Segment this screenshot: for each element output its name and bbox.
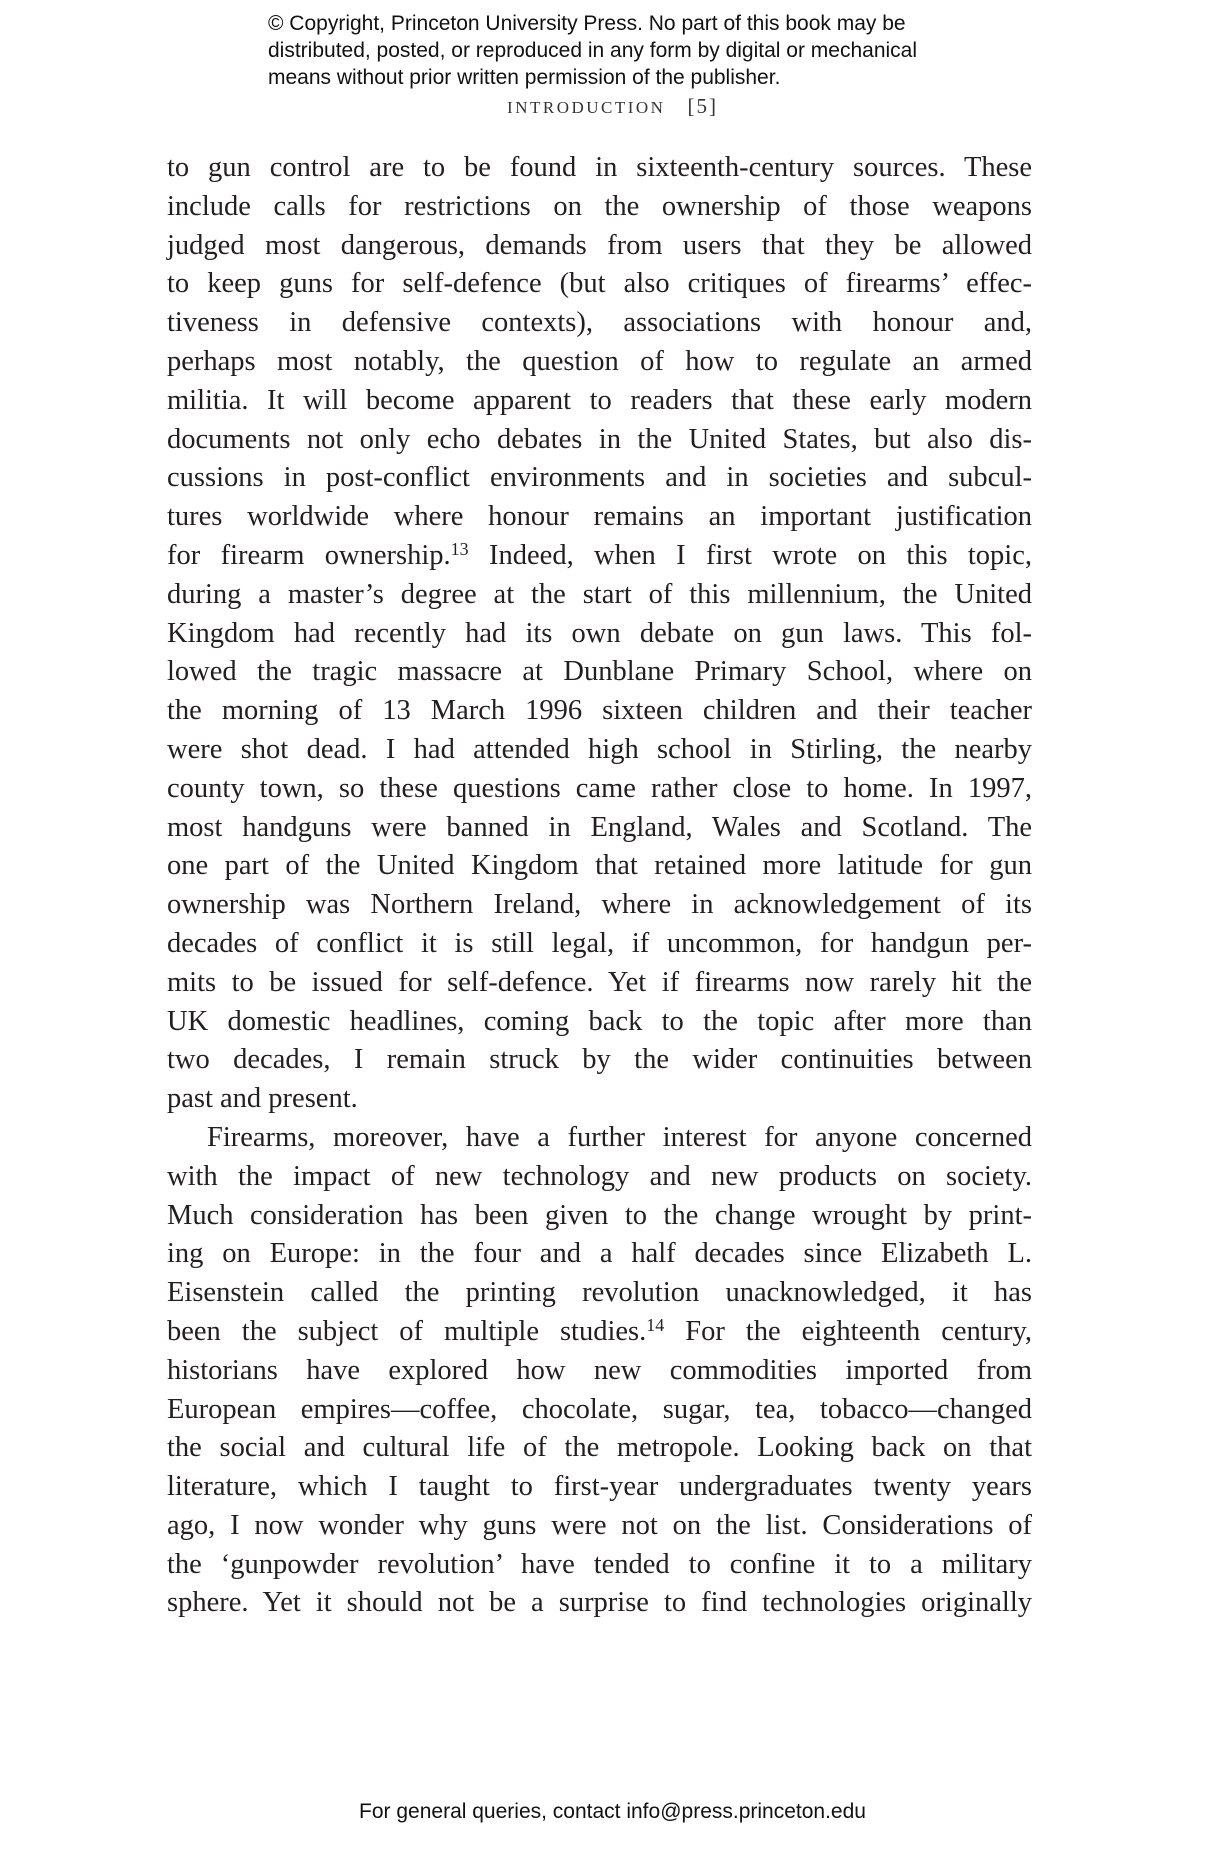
text-segment: Much consideration has been given to the change wrought by print- bbox=[167, 1199, 1032, 1231]
text-line bbox=[167, 653, 1032, 692]
text-segment: tures worldwide where honour remains an important justification bbox=[167, 501, 1032, 533]
text-segment: the morning of 13 March 1996 sixteen children and their teacher bbox=[167, 695, 1032, 727]
text-segment: ago, I now wonder why guns were not on the list. Considerations of bbox=[167, 1509, 1032, 1541]
text-segment: with the impact of new technology and new products on society. bbox=[167, 1160, 1032, 1192]
footnote-reference[interactable]: 13 bbox=[450, 538, 469, 559]
text-segment: sphere. Yet it should not be a surprise to find technologies originally bbox=[167, 1587, 1032, 1619]
copyright-line: distributed, posted, or reproduced in any form by digital or mechanical bbox=[268, 39, 918, 62]
footnote-reference[interactable]: 14 bbox=[646, 1314, 665, 1335]
text-segment: county town, so these questions came rather close to home. In 1997, bbox=[167, 772, 1032, 804]
body-text bbox=[167, 149, 1032, 1623]
text-line bbox=[167, 1003, 1032, 1042]
running-head bbox=[0, 94, 1225, 119]
text-segment: two decades, I remain struck by the wider continuities between bbox=[167, 1044, 1032, 1076]
text-line bbox=[167, 1429, 1032, 1468]
text-line bbox=[167, 731, 1032, 770]
text-segment: lowed the tragic massacre at Dunblane Primary School, where on bbox=[167, 656, 1032, 688]
copyright-notice bbox=[268, 10, 988, 91]
text-segment: documents not only echo debates in the United States, but also dis- bbox=[167, 423, 1032, 455]
text-line bbox=[167, 1235, 1032, 1274]
text-segment: to keep guns for self-defence (but also critiques of firearms’ effec- bbox=[167, 268, 1032, 300]
text-line bbox=[167, 692, 1032, 731]
text-line bbox=[167, 149, 1032, 188]
text-line bbox=[167, 576, 1032, 615]
text-line bbox=[167, 1080, 1032, 1119]
text-line bbox=[167, 1041, 1032, 1080]
footer-contact: For general queries, contact info@press.princeton.edu bbox=[359, 1800, 866, 1823]
text-segment: were shot dead. I had attended high school in Stirling, the nearby bbox=[167, 733, 1032, 765]
text-segment: most handguns were banned in England, Wales and Scotland. The bbox=[167, 811, 1032, 843]
text-segment: Firearms, moreover, have a further interest for anyone concerned bbox=[207, 1121, 1032, 1153]
text-line bbox=[167, 537, 1032, 576]
text-segment: been the subject of multiple studies. bbox=[167, 1315, 647, 1347]
text-segment: the social and cultural life of the metropole. Looking back on that bbox=[167, 1432, 1032, 1464]
text-line bbox=[167, 1391, 1032, 1430]
text-segment: literature, which I taught to first-year undergraduates twenty years bbox=[167, 1471, 1032, 1503]
text-line bbox=[167, 964, 1032, 1003]
text-segment: to gun control are to be found in sixteenth-century sources. These bbox=[167, 152, 1032, 183]
text-line bbox=[167, 1197, 1032, 1236]
text-line bbox=[167, 459, 1032, 498]
text-line bbox=[167, 304, 1032, 343]
text-segment: ownership was Northern Ireland, where in acknowledgement of its bbox=[167, 889, 1032, 921]
text-line bbox=[167, 1546, 1032, 1585]
text-line bbox=[167, 421, 1032, 460]
text-segment: one part of the United Kingdom that retained more latitude for gun bbox=[167, 850, 1032, 882]
text-segment: UK domestic headlines, coming back to the topic after more than bbox=[167, 1005, 1032, 1037]
text-line bbox=[167, 1158, 1032, 1197]
text-line bbox=[167, 382, 1032, 421]
text-line bbox=[167, 886, 1032, 925]
text-segment: historians have explored how new commodities imported from bbox=[167, 1354, 1032, 1386]
text-line bbox=[167, 1313, 1032, 1352]
text-segment: mits to be issued for self-defence. Yet if firearms now rarely hit the bbox=[167, 966, 1032, 998]
text-segment: European empires—coffee, chocolate, sugar, tea, tobacco—changed bbox=[167, 1393, 1032, 1425]
copyright-line: © Copyright, Princeton University Press. No part of this book may be bbox=[268, 12, 906, 35]
text-line bbox=[167, 265, 1032, 304]
text-line bbox=[167, 188, 1032, 227]
text-segment: tiveness in defensive contexts), associations with honour and, bbox=[167, 307, 1032, 339]
text-segment: for firearm ownership. bbox=[167, 539, 451, 571]
text-line bbox=[167, 770, 1032, 809]
running-head-title: INTRODUCTION bbox=[507, 98, 666, 117]
text-segment: militia. It will become apparent to readers that these early modern bbox=[167, 384, 1032, 416]
text-segment: during a master’s degree at the start of this millennium, the United bbox=[167, 578, 1032, 610]
text-segment: the ‘gunpowder revolution’ have tended to confine it to a military bbox=[167, 1548, 1032, 1580]
text-line bbox=[167, 1507, 1032, 1546]
text-segment: Indeed, when I first wrote on this topic, bbox=[468, 539, 1032, 571]
text-line bbox=[167, 227, 1032, 266]
text-line bbox=[167, 847, 1032, 886]
text-segment: past and present. bbox=[167, 1083, 358, 1115]
text-line bbox=[167, 615, 1032, 654]
text-segment: Eisenstein called the printing revolution unacknowledged, it has bbox=[167, 1277, 1032, 1309]
text-segment: Kingdom had recently had its own debate on gun laws. This fol- bbox=[167, 617, 1032, 649]
copyright-line: means without prior written permission of the publisher. bbox=[268, 66, 781, 89]
text-segment: cussions in post-conflict environments and in societies and subcul- bbox=[167, 462, 1032, 494]
text-segment: ing on Europe: in the four and a half decades since Elizabeth L. bbox=[167, 1238, 1032, 1270]
text-line bbox=[167, 1274, 1032, 1313]
text-line bbox=[167, 1119, 1032, 1158]
text-segment: perhaps most notably, the question of how to regulate an armed bbox=[167, 345, 1032, 377]
page-number: [5] bbox=[687, 94, 718, 118]
text-line bbox=[167, 1584, 1032, 1623]
text-segment: include calls for restrictions on the ownership of those weapons bbox=[167, 190, 1032, 222]
text-segment: For the eighteenth century, bbox=[664, 1315, 1032, 1347]
text-line bbox=[167, 1468, 1032, 1507]
text-line bbox=[167, 1352, 1032, 1391]
text-line bbox=[167, 809, 1032, 848]
text-segment: judged most dangerous, demands from users that they be allowed bbox=[167, 229, 1032, 261]
text-segment: decades of conflict it is still legal, if uncommon, for handgun per- bbox=[167, 927, 1032, 959]
text-line bbox=[167, 498, 1032, 537]
text-line bbox=[167, 343, 1032, 382]
text-line bbox=[167, 925, 1032, 964]
